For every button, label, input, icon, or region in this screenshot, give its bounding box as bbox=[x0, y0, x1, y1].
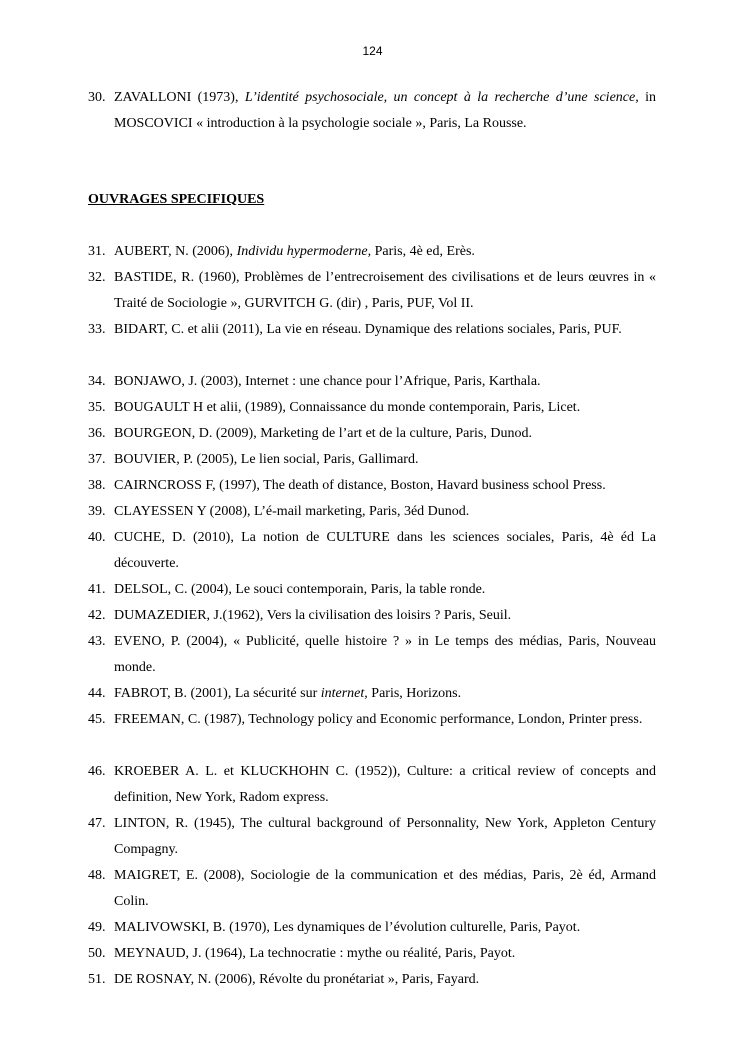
reference-text: EVENO, P. (2004), « Publicité, quelle histoire ? » in Le temps des médias, Paris, Nouveau monde. bbox=[114, 634, 656, 675]
reference-number: 35. bbox=[88, 400, 106, 415]
reference-text: MAIGRET, E. (2008), Sociologie de la communication et des médias, Paris, 2è éd, Armand Colin. bbox=[114, 868, 656, 909]
reference-item bbox=[88, 629, 656, 681]
reference-item bbox=[88, 473, 656, 499]
reference-text: ZAVALLONI (1973), L’identité psychosociale, un concept à la recherche d’une science, in MOSCOVICI « introduction à la psychologie sociale », Paris, La Rousse. bbox=[114, 90, 656, 131]
reference-item bbox=[88, 317, 656, 343]
reference-number: 51. bbox=[88, 972, 106, 987]
reference-text: LINTON, R. (1945), The cultural background of Personnality, New York, Appleton Century Compagny. bbox=[114, 816, 656, 857]
reference-item bbox=[88, 265, 656, 317]
reference-text: MALIVOWSKI, B. (1970), Les dynamiques de l’évolution culturelle, Paris, Payot. bbox=[114, 920, 581, 935]
reference-number: 39. bbox=[88, 504, 106, 519]
reference-number: 49. bbox=[88, 920, 106, 935]
reference-number: 34. bbox=[88, 374, 106, 389]
reference-number: 48. bbox=[88, 868, 106, 883]
reference-number: 42. bbox=[88, 608, 106, 623]
page-number: 124 bbox=[362, 44, 383, 58]
reference-item bbox=[88, 395, 656, 421]
section-title: OUVRAGES SPECIFIQUES bbox=[88, 192, 265, 207]
reference-item bbox=[88, 967, 656, 993]
reference-item bbox=[88, 239, 656, 265]
reference-number: 50. bbox=[88, 946, 106, 961]
reference-number: 36. bbox=[88, 426, 106, 441]
reference-item bbox=[88, 447, 656, 473]
reference-number: 31. bbox=[88, 244, 106, 259]
reference-item bbox=[88, 941, 656, 967]
reference-number: 37. bbox=[88, 452, 106, 467]
reference-text: CLAYESSEN Y (2008), L’é-mail marketing, Paris, 3éd Dunod. bbox=[114, 504, 470, 519]
reference-item bbox=[88, 369, 656, 395]
reference-number: 30. bbox=[88, 90, 106, 105]
reference-item bbox=[88, 681, 656, 707]
reference-text: DELSOL, C. (2004), Le souci contemporain, Paris, la table ronde. bbox=[114, 582, 486, 597]
reference-item bbox=[88, 759, 656, 811]
reference-text: CAIRNCROSS F, (1997), The death of distance, Boston, Havard business school Press. bbox=[114, 478, 606, 493]
reference-text: KROEBER A. L. et KLUCKHOHN C. (1952)), Culture: a critical review of concepts and definition, New York, Radom express. bbox=[114, 764, 656, 805]
reference-text: BOUGAULT H et alii, (1989), Connaissance du monde contemporain, Paris, Licet. bbox=[114, 400, 581, 415]
reference-number: 32. bbox=[88, 270, 106, 285]
reference-text: BIDART, C. et alii (2011), La vie en réseau. Dynamique des relations sociales, Paris, PUF. bbox=[114, 322, 622, 337]
reference-item bbox=[88, 707, 656, 733]
reference-number: 43. bbox=[88, 634, 106, 649]
reference-item bbox=[88, 421, 656, 447]
reference-text: CUCHE, D. (2010), La notion de CULTURE dans les sciences sociales, Paris, 4è éd La découverte. bbox=[114, 530, 656, 571]
reference-number: 45. bbox=[88, 712, 106, 727]
reference-item bbox=[88, 863, 656, 915]
reference-number: 46. bbox=[88, 764, 106, 779]
reference-text: FREEMAN, C. (1987), Technology policy and Economic performance, London, Printer press. bbox=[114, 712, 643, 727]
reference-number: 38. bbox=[88, 478, 106, 493]
reference-item bbox=[88, 499, 656, 525]
reference-text: FABROT, B. (2001), La sécurité sur internet, Paris, Horizons. bbox=[114, 686, 462, 701]
reference-item bbox=[88, 577, 656, 603]
reference-text: BOUVIER, P. (2005), Le lien social, Paris, Gallimard. bbox=[114, 452, 419, 467]
reference-text: MEYNAUD, J. (1964), La technocratie : mythe ou réalité, Paris, Payot. bbox=[114, 946, 516, 961]
reference-number: 33. bbox=[88, 322, 106, 337]
reference-item bbox=[88, 603, 656, 629]
reference-text: BOURGEON, D. (2009), Marketing de l’art et de la culture, Paris, Dunod. bbox=[114, 426, 532, 441]
reference-text: BASTIDE, R. (1960), Problèmes de l’entrecroisement des civilisations et de leurs œuvres in « Traité de Sociologie », GURVITCH G. (dir) , Paris, PUF, Vol II. bbox=[114, 270, 656, 311]
reference-text: AUBERT, N. (2006), Individu hypermoderne, Paris, 4è ed, Erès. bbox=[114, 244, 475, 259]
reference-item bbox=[88, 811, 656, 863]
reference-number: 40. bbox=[88, 530, 106, 545]
reference-item bbox=[88, 915, 656, 941]
reference-text: DE ROSNAY, N. (2006), Révolte du pronétariat », Paris, Fayard. bbox=[114, 972, 480, 987]
reference-text: BONJAWO, J. (2003), Internet : une chance pour l’Afrique, Paris, Karthala. bbox=[114, 374, 541, 389]
reference-text: DUMAZEDIER, J.(1962), Vers la civilisation des loisirs ? Paris, Seuil. bbox=[114, 608, 512, 623]
reference-number: 41. bbox=[88, 582, 106, 597]
reference-item bbox=[88, 85, 656, 137]
reference-number: 44. bbox=[88, 686, 106, 701]
reference-item bbox=[88, 525, 656, 577]
reference-number: 47. bbox=[88, 816, 106, 831]
